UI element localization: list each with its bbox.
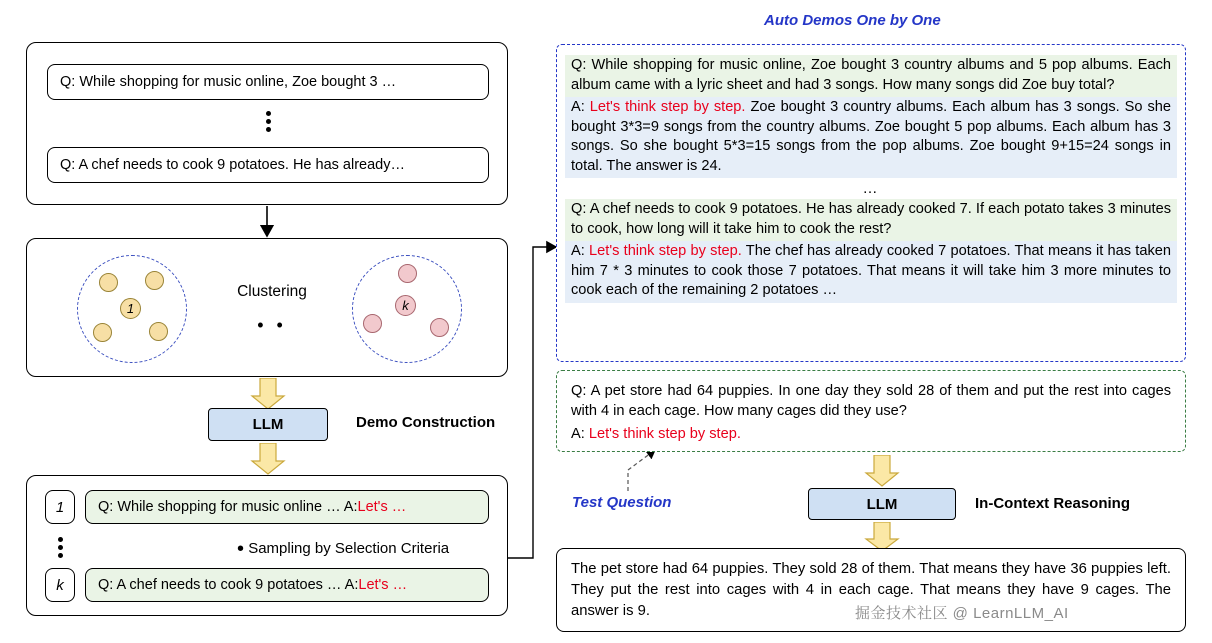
test-question-label: Test Question: [572, 494, 672, 511]
demo1-answer-trigger: Let's think step by step.: [589, 99, 746, 115]
in-context-reasoning-label: In-Context Reasoning: [975, 495, 1131, 512]
arrow-test-to-llm: [864, 455, 900, 487]
demo1-answer-prefix: A:: [571, 99, 590, 115]
cluster-point: [145, 271, 164, 290]
demo-row-1-text: Q: While shopping for music online … A:: [98, 499, 358, 515]
demo-row-1: [85, 490, 489, 524]
sampling-criteria-label: [237, 538, 449, 561]
cluster-center-label-1: 1: [120, 298, 141, 319]
demo2-answer-trigger: Let's think step by step.: [589, 243, 742, 259]
clustering-panel: [26, 238, 508, 377]
demo2-question: Q: A chef needs to cook 9 potatoes. He has already cooked 7. If each potato takes 3 minutes to cook, how long will it take him to cook the rest?: [565, 199, 1177, 241]
demo2-answer-rest: The chef has already cooked 7 potatoes. That means it has taken him 7 * 3 minutes to cook those 7 potatoes. That means it will take him 3 more minutes to cook each of the remaining 2 potatoes …: [571, 243, 1171, 298]
clustering-ellipsis: • •: [257, 315, 287, 335]
llm-box-left: LLM: [208, 408, 328, 441]
demo1-answer-rest: Zoe bought 3 country albums. Each album has 3 songs. So she bought 3*3=9 songs from the country albums. Zoe bought 5 pop albums. Each album has 3 songs. So she bought 5*3=15 songs from the pop albums. Zoe bought 9+15=24 songs in total. The answer is 24.: [571, 99, 1172, 174]
auto-demos-box: [556, 44, 1186, 362]
demo-construction-label: Demo Construction: [356, 414, 496, 431]
demo2-answer: [565, 241, 1177, 303]
cluster-center-label-k: k: [395, 295, 416, 316]
demo-row-1-red: Let's …: [357, 499, 407, 515]
cluster-point: [93, 323, 112, 342]
arrow-llm-to-demos: [250, 443, 286, 475]
cluster-point: [99, 273, 118, 292]
demo-row-k-red: Let's …: [358, 577, 408, 593]
test-answer-line: [565, 423, 1177, 446]
demo1-answer: [565, 97, 1177, 178]
demos-vertical-dots: [45, 534, 75, 561]
watermark: 掘金技术社区 @ LearnLLM_AI: [855, 605, 1069, 622]
demos-ellipsis: …: [862, 180, 880, 197]
test-question-box: [556, 370, 1186, 452]
cluster-point: [363, 314, 382, 333]
clustering-label: Clustering: [237, 283, 307, 300]
question-first: Q: While shopping for music online, Zoe bought 3 …: [47, 64, 489, 100]
cluster-point: [430, 318, 449, 337]
auto-demos-title: Auto Demos One by One: [764, 12, 941, 29]
demo-row-k: [85, 568, 489, 602]
demo2-answer-prefix: A:: [571, 243, 590, 259]
test-answer-trigger: Let's think step by step.: [588, 426, 741, 442]
question-last: Q: A chef needs to cook 9 potatoes. He has already…: [47, 147, 489, 183]
arrow-clustering-to-llm: [250, 378, 286, 410]
demo-index-1: 1: [45, 490, 75, 524]
output-text: The pet store had 64 puppies. They sold 28 of them. That means they have 36 puppies left. They put the rest into cages with 4 in each cage. That means they have 9 cages. The answer is 9.: [571, 561, 1171, 619]
demo-index-k: k: [45, 568, 75, 602]
demo1-question: Q: While shopping for music online, Zoe bought 3 country albums and 5 pop albums. Each album came with a lyric sheet and had 3 songs. How many songs did Zoe buy total?: [565, 55, 1177, 97]
demo-row-k-text: Q: A chef needs to cook 9 potatoes … A:: [98, 577, 359, 593]
cluster-point: [398, 264, 417, 283]
cluster-point: [149, 322, 168, 341]
bullet-icon: •: [237, 538, 245, 560]
sampling-criteria-text: Sampling by Selection Criteria: [248, 540, 450, 557]
test-answer-prefix: A:: [571, 426, 589, 442]
test-question-text: Q: A pet store had 64 puppies. In one day they sold 28 of them and put the rest into cages with 4 in each cage. How many cages did they use?: [571, 383, 1171, 419]
demos-panel: [26, 475, 508, 616]
llm-box-right: LLM: [808, 488, 956, 520]
